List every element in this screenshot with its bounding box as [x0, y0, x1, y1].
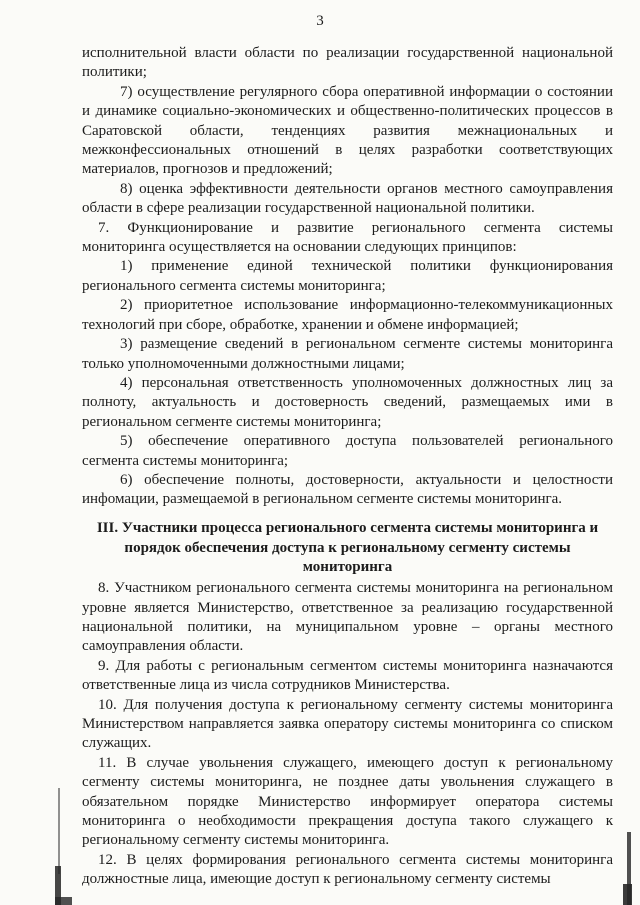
scan-artifact-bottom-smudge — [55, 897, 72, 905]
page-number: 3 — [316, 13, 324, 29]
scan-artifact-right-corner — [623, 884, 632, 905]
principle-6: 6) обеспечение полноты, достоверности, актуальности и целостности инфомации, размещаемой в региональном сегменте системы мониторинга. — [82, 471, 613, 508]
document-body — [82, 44, 613, 890]
scan-artifact-left-line — [58, 788, 60, 874]
clause-12: 12. В целях формирования регионального сегмента системы мониторинга должностные лица, имеющие доступ к региональному сегменту системы — [82, 851, 613, 888]
principle-5: 5) обеспечение оперативного доступа пользователей регионального сегмента системы мониторинга; — [82, 433, 613, 469]
clause-8: 8. Участником регионального сегмента системы мониторинга на региональном уровне является Министерство, ответственное за реализацию государственной национальной политики, на муниципальном уровне – органы местного самоуправления области. — [82, 580, 613, 655]
clause-7: 7. Функционирование и развитие регионального сегмента системы мониторинга осуществляется на основании следующих принципов: — [82, 219, 613, 256]
clause-11: 11. В случае увольнения служащего, имеющего доступ к региональному сегменту системы мониторинга, не позднее даты увольнения служащего в обязательном порядке Министерство информирует оператора системы мониторинга о необходимости прекращения доступа такого служащего к региональному сегменту системы мониторинга. — [82, 754, 613, 849]
principle-3: 3) размещение сведений в региональном сегменте системы мониторинга только уполномоченными должностными лицами; — [82, 336, 613, 372]
principle-1: 1) применение единой технической политики функционирования регионального сегмента системы мониторинга; — [82, 258, 613, 294]
clause-9: 9. Для работы с региональным сегментом системы мониторинга назначаются ответственные лица из числа сотрудников Министерства. — [82, 657, 613, 694]
clause-10: 10. Для получения доступа к региональному сегменту системы мониторинга Министерством направляется заявка оператору системы мониторинга со списком служащих. — [82, 696, 613, 752]
principle-2: 2) приоритетное использование информационно-телекоммуникационных технологий при сборе, обработке, хранении и обмене информацией; — [82, 297, 613, 333]
principle-4: 4) персональная ответственность уполномоченных должностных лиц за полноту, актуальность и достоверность сведений, размещаемых ими в региональном сегменте системы мониторинга; — [82, 374, 613, 430]
list-item-8: 8) оценка эффективности деятельности органов местного самоуправления области в сфере реализации государственной национальной политики. — [82, 180, 613, 217]
paragraph-continuation: исполнительной власти области по реализации государственной национальной политики; — [82, 45, 613, 81]
list-item-7: 7) осуществление регулярного сбора оперативной информации о состоянии и динамике социально-экономических и общественно-политических процессов в Саратовской области, тенденциях развития межнациональных и межконфессиональных отношений в целях разработки соответствующих материалов, прогнозов и предложений; — [82, 83, 613, 178]
section-heading: III. Участники процесса регионального сегмента системы мониторинга и порядок обеспечения доступа к региональному сегменту системы мониторинга — [96, 519, 599, 576]
